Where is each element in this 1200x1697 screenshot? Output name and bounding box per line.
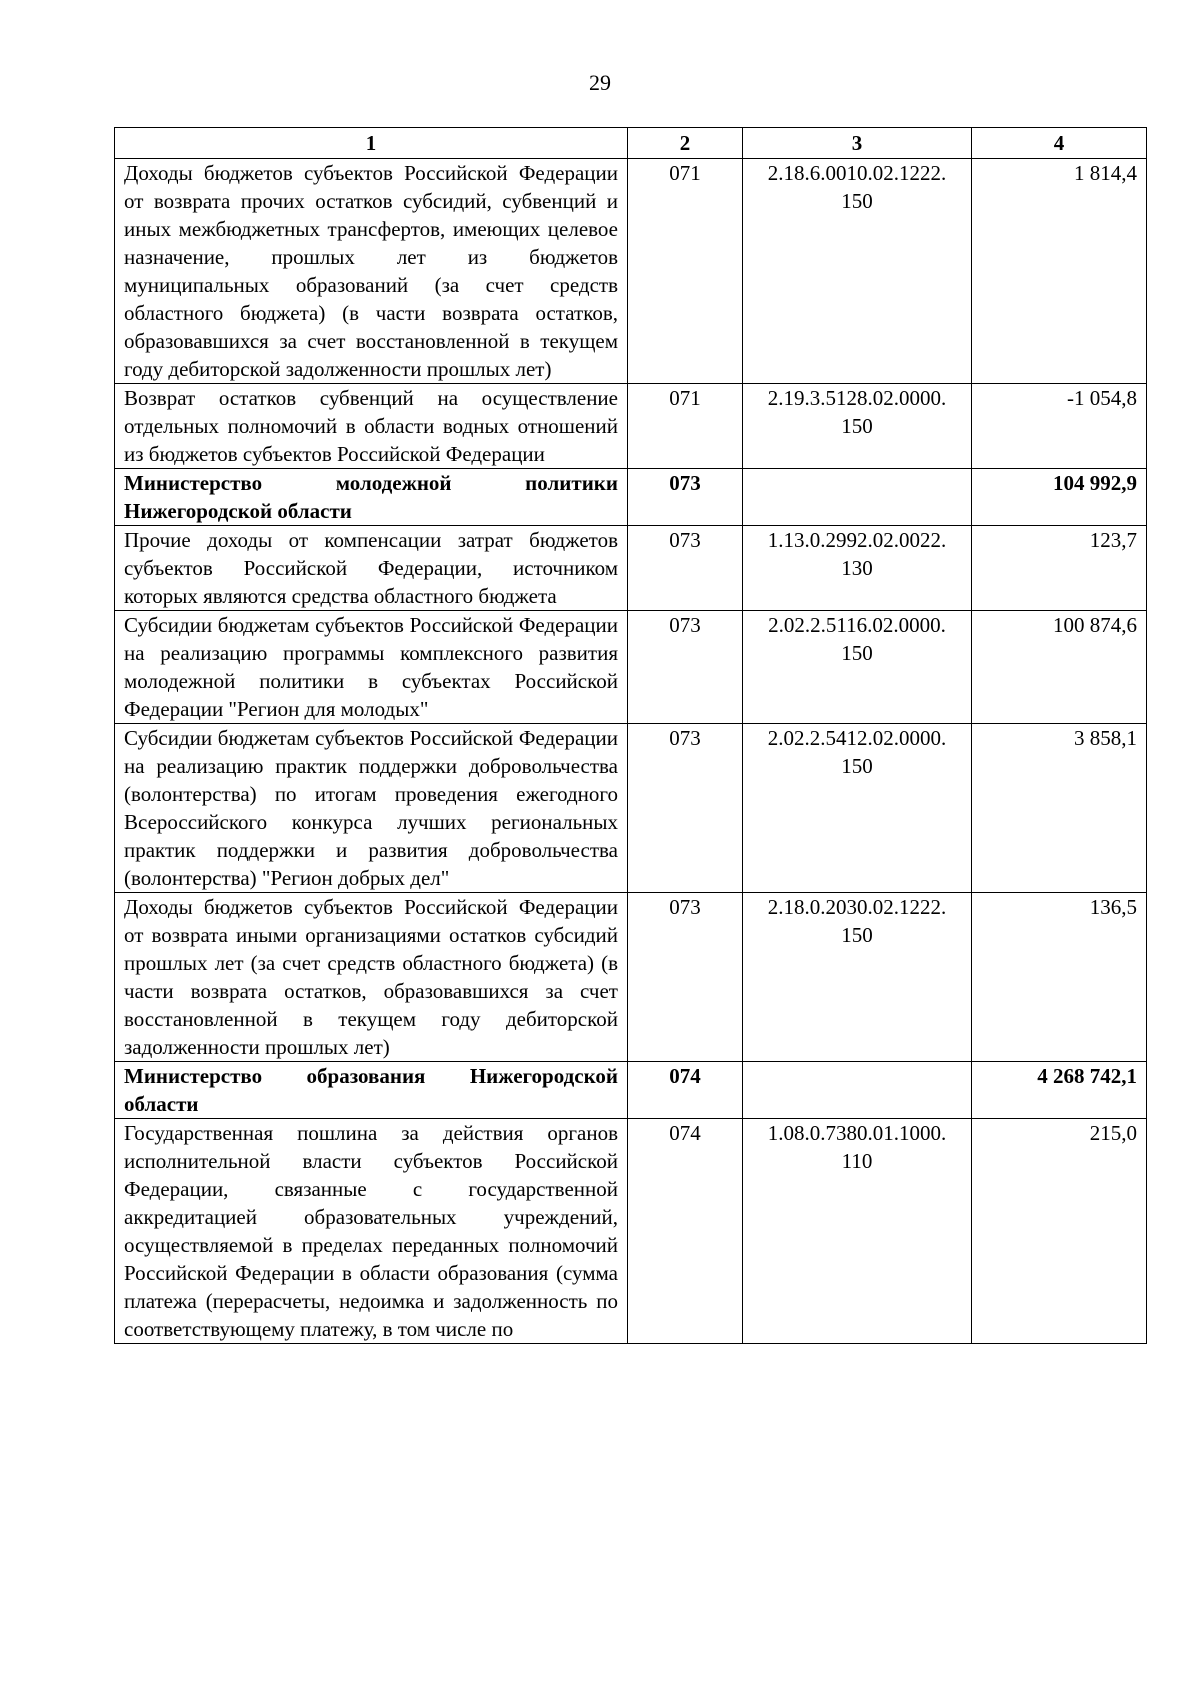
- admin-code-cell: 074: [628, 1119, 743, 1344]
- kbk-code-cell: 1.08.0.7380.01.1000. 110: [743, 1119, 972, 1344]
- amount-cell: 4 268 742,1: [972, 1062, 1147, 1119]
- kbk-code-cell: [743, 469, 972, 526]
- revenue-name-cell: Министерство молодежной политики Нижегородской области: [115, 469, 628, 526]
- revenue-name-cell: Министерство образования Нижегородской области: [115, 1062, 628, 1119]
- revenue-name-cell: Возврат остатков субвенций на осуществление отдельных полномочий в области водных отношений из бюджетов субъектов Российской Федерации: [115, 384, 628, 469]
- header-col-4: 4: [972, 128, 1147, 159]
- header-col-2: 2: [628, 128, 743, 159]
- amount-cell: 100 874,6: [972, 611, 1147, 724]
- amount-cell: 215,0: [972, 1119, 1147, 1344]
- table-row: [115, 384, 1147, 469]
- kbk-code-cell: 2.18.6.0010.02.1222. 150: [743, 159, 972, 384]
- amount-cell: 104 992,9: [972, 469, 1147, 526]
- amount-cell: 123,7: [972, 526, 1147, 611]
- kbk-code-cell: 2.19.3.5128.02.0000. 150: [743, 384, 972, 469]
- table-header-row: [115, 128, 1147, 159]
- table-row: [115, 893, 1147, 1062]
- admin-code-cell: 071: [628, 384, 743, 469]
- revenue-name-cell: Прочие доходы от компенсации затрат бюджетов субъектов Российской Федерации, источником которых являются средства областного бюджета: [115, 526, 628, 611]
- kbk-code-cell: 2.02.2.5116.02.0000. 150: [743, 611, 972, 724]
- admin-code-cell: 073: [628, 526, 743, 611]
- admin-code-cell: 074: [628, 1062, 743, 1119]
- table-row: [115, 526, 1147, 611]
- header-col-3: 3: [743, 128, 972, 159]
- table-row: [115, 159, 1147, 384]
- revenue-name-cell: Доходы бюджетов субъектов Российской Федерации от возврата иными организациями остатков субсидий прошлых лет (за счет средств областного бюджета) (в части возврата остатков, образовавшихся за счет восстановленной в текущем году дебиторской задолженности прошлых лет): [115, 893, 628, 1062]
- admin-code-cell: 073: [628, 724, 743, 893]
- kbk-code-cell: [743, 1062, 972, 1119]
- admin-code-cell: 071: [628, 159, 743, 384]
- admin-code-cell: 073: [628, 469, 743, 526]
- amount-cell: -1 054,8: [972, 384, 1147, 469]
- admin-code-cell: 073: [628, 893, 743, 1062]
- revenue-table: [114, 127, 1147, 1344]
- table-body: [115, 159, 1147, 1344]
- amount-cell: 3 858,1: [972, 724, 1147, 893]
- ministry-row: [115, 1062, 1147, 1119]
- revenue-name-cell: Доходы бюджетов субъектов Российской Федерации от возврата прочих остатков субсидий, субвенций и иных межбюджетных трансфертов, имеющих целевое назначение, прошлых лет из бюджетов муниципальных образований (за счет средств областного бюджета) (в части возврата остатков, образовавшихся за счет восстановленной в текущем году дебиторской задолженности прошлых лет): [115, 159, 628, 384]
- header-col-1: 1: [115, 128, 628, 159]
- revenue-name-cell: Субсидии бюджетам субъектов Российской Федерации на реализацию программы комплексного развития молодежной политики в субъектах Российской Федерации "Регион для молодых": [115, 611, 628, 724]
- table-row: [115, 611, 1147, 724]
- kbk-code-cell: 2.18.0.2030.02.1222. 150: [743, 893, 972, 1062]
- revenue-name-cell: Субсидии бюджетам субъектов Российской Федерации на реализацию практик поддержки добровольчества (волонтерства) по итогам проведения ежегодного Всероссийского конкурса лучших региональных практик поддержки и развития добровольчества (волонтерства) "Регион добрых дел": [115, 724, 628, 893]
- kbk-code-cell: 2.02.2.5412.02.0000. 150: [743, 724, 972, 893]
- table-row: [115, 724, 1147, 893]
- amount-cell: 136,5: [972, 893, 1147, 1062]
- revenue-name-cell: Государственная пошлина за действия органов исполнительной власти субъектов Российской Федерации, связанные с государственной аккредитацией образовательных учреждений, осуществляемой в пределах переданных полномочий Российской Федерации в области образования (сумма платежа (перерасчеты, недоимка и задолженность по соответствующему платежу, в том числе по: [115, 1119, 628, 1344]
- admin-code-cell: 073: [628, 611, 743, 724]
- page-number: 29: [589, 70, 611, 95]
- amount-cell: 1 814,4: [972, 159, 1147, 384]
- kbk-code-cell: 1.13.0.2992.02.0022. 130: [743, 526, 972, 611]
- ministry-row: [115, 469, 1147, 526]
- table-row: [115, 1119, 1147, 1344]
